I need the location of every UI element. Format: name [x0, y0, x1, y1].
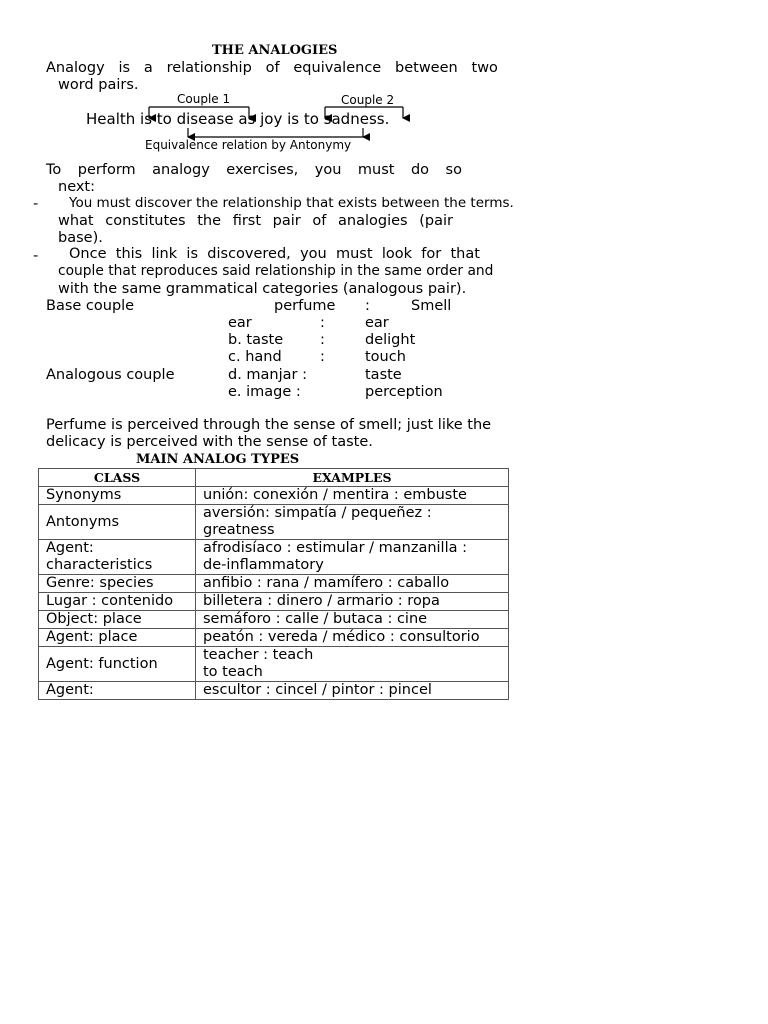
example-row-5-a: e. image :	[228, 384, 301, 400]
word: of	[265, 60, 280, 76]
class-cell: Agent:	[39, 682, 196, 700]
table-row	[39, 575, 509, 593]
class-cell: Agent: place	[39, 629, 196, 647]
table-title: MAIN ANALOG TYPES	[136, 452, 300, 467]
class-cell: Agent: characteristics	[39, 540, 196, 575]
word: Analogy	[46, 60, 105, 76]
examples-header: EXAMPLES	[196, 469, 509, 487]
analogy-sentence: Health is to disease as joy is to sadness.	[86, 110, 390, 128]
example-row-2-b: delight	[365, 332, 416, 348]
word: you	[300, 246, 327, 262]
document-title: THE ANALOGIES	[212, 43, 338, 58]
examples-cell: aversión: simpatía / pequeñez : greatness	[196, 505, 509, 540]
word: what	[58, 213, 94, 229]
couple-1-label: Couple 1	[177, 92, 231, 106]
table-header-row	[39, 469, 509, 487]
class-header: CLASS	[39, 469, 196, 487]
bullet-1-text: You must discover the relationship that exists between the terms.	[69, 195, 514, 211]
word: a	[143, 60, 153, 76]
word: two	[471, 60, 498, 76]
example-row-0-a: perfume	[274, 298, 336, 314]
word: is	[118, 60, 131, 76]
word: must	[335, 246, 373, 262]
analogous-couple-label: Analogous couple	[46, 367, 175, 383]
word: the	[197, 213, 222, 229]
example-row-1-sep: :	[320, 315, 325, 331]
analog-types-table	[38, 468, 509, 700]
steps-line-4: base).	[58, 230, 103, 246]
word: perform	[77, 162, 136, 178]
table-row	[39, 611, 509, 629]
example-row-2-sep: :	[320, 332, 325, 348]
table-row	[39, 540, 509, 575]
table-row	[39, 487, 509, 505]
example-row-0-sep: :	[365, 298, 370, 314]
bullet-1-marker: -	[33, 196, 39, 212]
word: this	[115, 246, 143, 262]
example-row-1-b: ear	[365, 315, 389, 331]
example-row-5-b: perception	[365, 384, 443, 400]
examples-cell: billetera : dinero / armario : ropa	[196, 593, 509, 611]
steps-line-2: next:	[58, 179, 96, 195]
examples-cell: anfibio : rana / mamífero : caballo	[196, 575, 509, 593]
explanation-line-2: delicacy is perceived with the sense of taste.	[46, 434, 373, 450]
word: analogies	[338, 213, 408, 229]
word: constitutes	[105, 213, 186, 229]
word: must	[357, 162, 395, 178]
table-row	[39, 647, 509, 682]
word: pair	[272, 213, 301, 229]
examples-cell: escultor : cincel / pintor : pincel	[196, 682, 509, 700]
word: first	[232, 213, 262, 229]
class-cell: Object: place	[39, 611, 196, 629]
class-cell: Lugar : contenido	[39, 593, 196, 611]
steps-line-5: couple that reproduces said relationship in the same order and	[58, 263, 494, 279]
example-row-1-a: ear	[228, 315, 252, 331]
word: Once	[69, 246, 107, 262]
word: for	[421, 246, 442, 262]
table-row	[39, 629, 509, 647]
word: exercises,	[226, 162, 299, 178]
word: is	[186, 246, 199, 262]
relation-label: Equivalence relation by Antonymy	[145, 138, 352, 152]
example-row-3-sep: :	[320, 349, 325, 365]
word: discovered,	[207, 246, 291, 262]
word: relationship	[166, 60, 252, 76]
explanation-line-1: Perfume is perceived through the sense of smell; just like the	[46, 417, 492, 433]
example-row-0-b: Smell	[411, 298, 452, 314]
example-row-3-a: c. hand	[228, 349, 282, 365]
examples-cell: afrodisíaco : estimular / manzanilla : de-inflammatory	[196, 540, 509, 575]
table-row	[39, 682, 509, 700]
steps-line-6: with the same grammatical categories (analogous pair).	[58, 281, 467, 297]
bullet-2-marker: -	[33, 248, 39, 264]
base-couple-label: Base couple	[46, 298, 135, 314]
class-cell: Antonyms	[39, 505, 196, 540]
word: look	[381, 246, 412, 262]
word: analogy	[152, 162, 210, 178]
examples-cell: semáforo : calle / butaca : cine	[196, 611, 509, 629]
class-cell: Genre: species	[39, 575, 196, 593]
bullet-2-text	[69, 246, 480, 262]
example-row-2-a: b. taste	[228, 332, 284, 348]
intro-line-2: word pairs.	[58, 77, 139, 93]
example-row-4-a: d. manjar :	[228, 367, 307, 383]
word: To	[46, 162, 62, 178]
table-row	[39, 505, 509, 540]
word: you	[314, 162, 342, 178]
steps-line-3	[58, 213, 453, 229]
examples-cell: teacher : teach to teach	[196, 647, 509, 682]
steps-line-1	[46, 162, 462, 178]
class-cell: Synonyms	[39, 487, 196, 505]
word: that	[450, 246, 480, 262]
word: so	[445, 162, 462, 178]
examples-cell: unión: conexión / mentira : embuste	[196, 487, 509, 505]
table-row	[39, 593, 509, 611]
word: (pair	[419, 213, 453, 229]
couple-2-label: Couple 2	[341, 93, 395, 107]
word: link	[151, 246, 178, 262]
example-row-4-b: taste	[365, 367, 402, 383]
word: between	[395, 60, 458, 76]
example-row-3-b: touch	[365, 349, 406, 365]
examples-cell: peatón : vereda / médico : consultorio	[196, 629, 509, 647]
word: equivalence	[293, 60, 382, 76]
class-cell: Agent: function	[39, 647, 196, 682]
word: of	[312, 213, 327, 229]
word: do	[410, 162, 430, 178]
